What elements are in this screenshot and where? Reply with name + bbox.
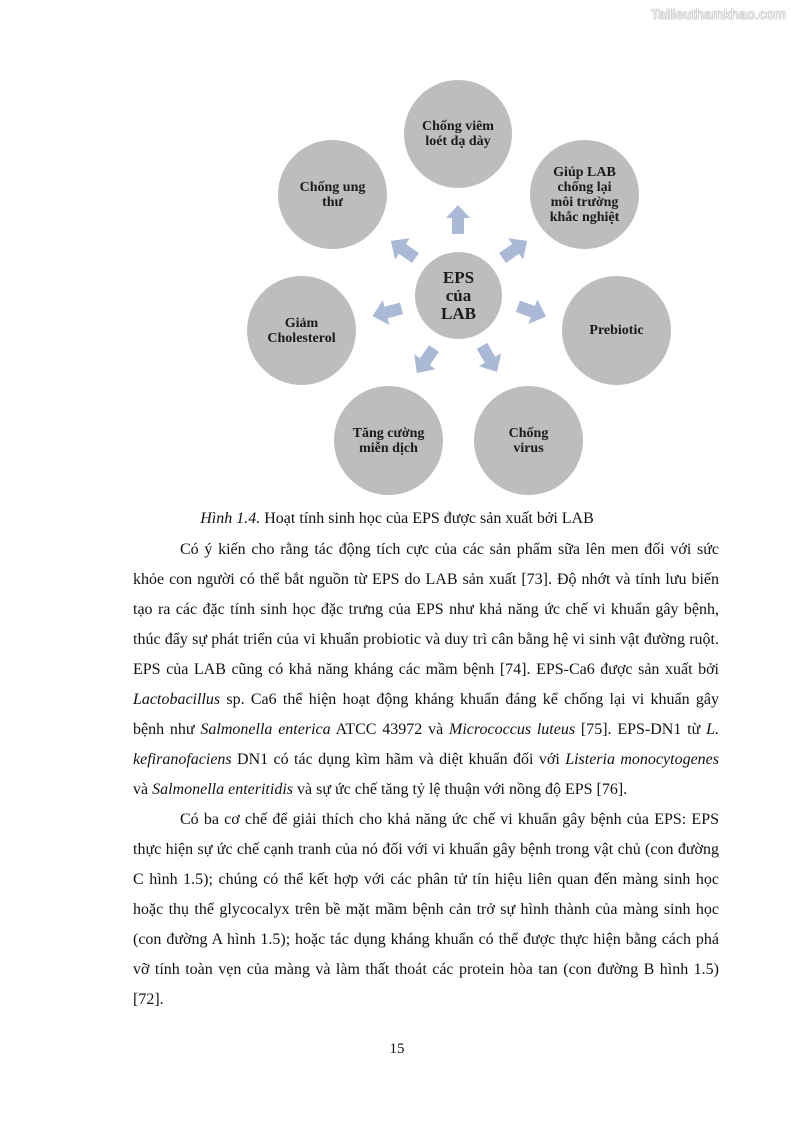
center-node-label: EPS của LAB — [441, 267, 476, 323]
arrow-to-bottom-left — [406, 341, 445, 380]
node-stress-resistance — [530, 140, 639, 249]
node-anticancer — [278, 140, 387, 249]
eps-activity-diagram — [0, 0, 794, 505]
watermark: Tailieuthamkhao.com — [650, 6, 786, 22]
species-name: Salmonella enterica — [200, 721, 331, 738]
species-name: Salmonella enteritidis — [152, 781, 293, 798]
text-run: DN1 có tác dụng kìm hãm và diệt khuẩn đối với — [231, 751, 566, 768]
arrow-to-top-right — [495, 230, 534, 269]
text-run: sp. Ca6 thể hiện hoạt động kháng khuẩn đáng kể chống lại vi khuẩn gây bệnh như — [133, 691, 719, 738]
text-run: [75]. EPS-DN1 từ — [575, 721, 707, 738]
arrow-to-bottom-right — [471, 339, 509, 378]
node-label: Chống viêm loét dạ dày — [422, 119, 494, 149]
arrow-to-right — [513, 294, 550, 329]
arrow-to-top-left — [383, 230, 422, 269]
arrow-to-left — [369, 296, 405, 329]
node-antiviral — [474, 386, 583, 495]
node-cholesterol — [247, 276, 356, 385]
species-name: L. kefiranofaciens — [133, 721, 720, 768]
species-name: Lactobacillus — [133, 691, 221, 708]
paragraph-2: Có ba cơ chế để giải thích cho khả năng ức chế vi khuẩn gây bệnh của EPS: EPS thực hiện sự ức chế cạnh tranh của nó đối với vi khuẩn gây bệnh trong vật chủ (con đường C hình 1.5); chúng có thể kết hợp với các phân tử tín hiệu liên quan đến màng sinh học hoặc thụ thể glycocalyx trên bề mặt mầm bệnh cản trở sự hình thành của màng sinh học (con đường A hình 1.5); hoặc tác dụng kháng khuẩn có thể được thực hiện bằng cách phá vỡ tính toàn vẹn của màng và làm thất thoát các protein hòa tan (con đường B hình 1.5) [72]. — [133, 811, 719, 1008]
node-label: Giúp LAB chống lại môi trường khắc nghiệt — [549, 164, 620, 225]
node-label: Chống virus — [508, 425, 549, 456]
center-node-eps — [415, 252, 502, 339]
arrow-to-top — [446, 205, 470, 234]
node-label: Tăng cường miễn dịch — [352, 425, 425, 456]
species-name: Listeria monocytogenes — [565, 751, 720, 768]
page-number: 15 — [389, 1041, 405, 1057]
node-immune-boost — [334, 386, 443, 495]
paragraph-1 — [133, 535, 719, 805]
species-name: Micrococcus luteus — [449, 721, 576, 738]
caption-text: Hoạt tính sinh học của EPS được sản xuất bởi LAB — [260, 510, 594, 527]
text-run: Có ý kiến cho rằng tác động tích cực của các sản phẩm sữa lên men đối với sức khỏe con người có thể bắt nguồn từ EPS do LAB sản xuất [73]. Độ nhớt và tính lưu biến tạo ra các đặc tính sinh học đặc trưng của EPS như khả năng ức chế vi khuẩn gây bệnh, thúc đẩy sự phát triển của vi khuẩn probiotic và duy trì cân bằng hệ vi sinh vật đường ruột. EPS của LAB cũng có khả năng kháng các mầm bệnh [74]. EPS-Ca6 được sản xuất bởi — [133, 541, 719, 678]
node-prebiotic — [562, 276, 671, 385]
caption-prefix: Hình 1.4. — [200, 510, 261, 527]
node-label: Prebiotic — [589, 323, 644, 338]
body-text — [133, 535, 719, 1015]
node-label: Chống ung thư — [299, 179, 366, 210]
node-anti-ulcer — [404, 80, 512, 188]
node-label: Giảm Cholesterol — [267, 315, 336, 346]
text-run: ATCC 43972 và — [330, 721, 449, 738]
text-run: và — [133, 781, 153, 798]
text-run: và sự ức chế tăng tỷ lệ thuận với nồng độ EPS [76]. — [292, 781, 628, 798]
figure-caption — [0, 510, 794, 528]
